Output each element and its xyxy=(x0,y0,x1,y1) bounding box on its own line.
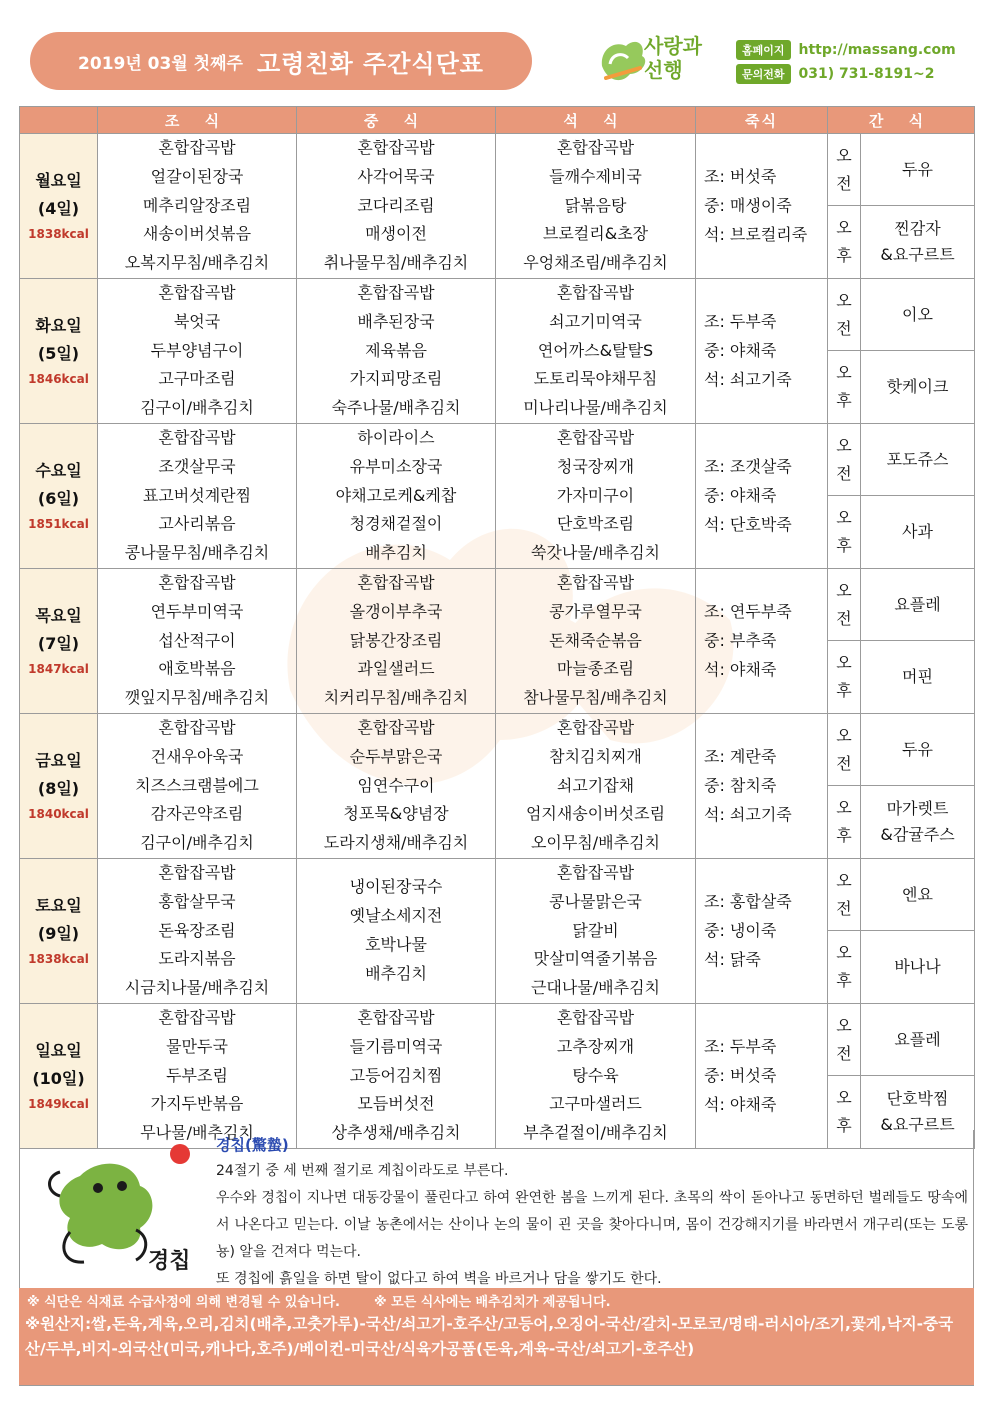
lunch-cell xyxy=(297,134,496,279)
breakfast-cell xyxy=(98,568,297,713)
snack-item: 바나나 xyxy=(894,957,941,977)
menu-item: 오이무침/배추김치 xyxy=(530,833,661,853)
menu-item: 쑥갓나물/배추김치 xyxy=(530,543,661,563)
menu-item: 도라지생채/배추김치 xyxy=(323,833,469,853)
menu-item: 돈채죽순볶음 xyxy=(549,630,642,650)
day-kcal: 1838kcal xyxy=(28,226,89,241)
table-row xyxy=(20,568,975,640)
title-banner xyxy=(30,32,532,90)
snack-pm-cell xyxy=(861,351,975,424)
menu-item: 단호박조림 xyxy=(556,514,635,534)
porridge-item: 중: 버섯죽 xyxy=(704,1066,777,1086)
breakfast-cell xyxy=(98,1003,297,1148)
menu-item: 참나물무침/배추김치 xyxy=(523,688,668,708)
menu-item: 혼합잡곡밥 xyxy=(158,572,236,592)
menu-item: 들기름미역국 xyxy=(349,1036,443,1056)
menu-item: 혼합잡곡밥 xyxy=(556,572,635,592)
porridge-cell xyxy=(696,858,828,1003)
snack-am-label: 오 전 xyxy=(828,278,861,350)
menu-item: 시금치나물/배추김치 xyxy=(124,978,270,998)
snack-am-cell xyxy=(861,423,975,495)
table-header-row xyxy=(20,107,975,134)
day-cell xyxy=(20,858,98,1003)
menu-item: 순두부맑은국 xyxy=(349,746,443,766)
menu-item: 닭볶음탕 xyxy=(564,195,627,215)
snack-item: 두유 xyxy=(902,159,933,179)
dinner-cell xyxy=(496,1003,696,1148)
header-breakfast: 조 식 xyxy=(98,107,297,134)
menu-item: 혼합잡곡밥 xyxy=(158,427,236,447)
menu-item: 오복지무침/배추김치 xyxy=(124,253,270,273)
day-name: 화요일 xyxy=(35,315,82,335)
porridge-cell xyxy=(696,568,828,713)
page-title: 고령친화 주간식단표 xyxy=(256,49,484,78)
menu-item: 근대나물/배추김치 xyxy=(530,978,661,998)
snack-pm-label: 오 후 xyxy=(828,351,861,424)
weekly-menu-table xyxy=(19,106,975,1149)
frog-illustration xyxy=(40,1136,210,1276)
porridge-item: 석: 쇠고기죽 xyxy=(704,370,792,390)
snack-item: 포도쥬스 xyxy=(886,449,949,469)
menu-item: 연두부미역국 xyxy=(150,601,244,621)
table-row xyxy=(20,134,975,206)
notice-kimchi: ※ 모든 식사에는 배추김치가 제공됩니다. xyxy=(373,1294,611,1310)
lunch-cell xyxy=(297,1003,496,1148)
header-day xyxy=(20,107,98,134)
menu-item: 물만두국 xyxy=(166,1036,228,1056)
menu-item: 옛날소세지전 xyxy=(349,906,443,926)
day-date: (4일) xyxy=(37,198,80,218)
porridge-item: 석: 야채죽 xyxy=(704,1095,777,1115)
menu-item: 혼합잡곡밥 xyxy=(158,717,236,737)
porridge-item: 중: 냉이죽 xyxy=(704,921,777,941)
menu-item: 북엇국 xyxy=(173,311,221,331)
day-cell xyxy=(20,1003,98,1148)
menu-item: 깻잎지무침/배추김치 xyxy=(124,688,270,708)
menu-item: 혼합잡곡밥 xyxy=(158,282,236,302)
menu-item: 배추김치 xyxy=(365,963,427,983)
note-title: 경칩(驚蟄) xyxy=(216,1136,289,1154)
title-date: 2019년 03월 첫째주 xyxy=(78,53,243,74)
menu-item: 혼합잡곡밥 xyxy=(556,138,635,157)
porridge-item: 석: 브로컬리죽 xyxy=(704,225,808,245)
menu-item: 참치김치찌개 xyxy=(549,746,642,766)
porridge-cell xyxy=(696,423,828,568)
menu-item: 콩나물맑은국 xyxy=(549,891,642,911)
table-row xyxy=(20,858,975,930)
menu-item: 건새우아욱국 xyxy=(150,746,244,766)
menu-item: 쇠고기미역국 xyxy=(549,311,642,331)
menu-item: 코다리조림 xyxy=(357,195,435,215)
menu-item: 혼합잡곡밥 xyxy=(357,1007,435,1027)
menu-item: 가지피망조림 xyxy=(349,369,443,389)
frog-caption: 경칩 xyxy=(148,1248,191,1274)
porridge-item: 중: 매생이죽 xyxy=(704,196,792,216)
menu-item: 홍합살무국 xyxy=(158,891,236,911)
lunch-cell xyxy=(297,858,496,1003)
snack-pm-label: 오 후 xyxy=(828,206,861,279)
menu-item: 메추리알장조림 xyxy=(142,195,252,215)
phone-number: 031) 731-8191~2 xyxy=(798,66,935,82)
porridge-item: 석: 단호박죽 xyxy=(704,515,792,535)
snack-am-label: 오 전 xyxy=(828,423,861,495)
menu-item: 브로컬리&초장 xyxy=(542,224,649,244)
day-kcal: 1847kcal xyxy=(28,661,89,676)
table-row xyxy=(20,713,975,785)
breakfast-cell xyxy=(98,278,297,423)
header-snack: 간 식 xyxy=(828,107,975,134)
menu-item: 냉이된장국수 xyxy=(349,877,443,897)
menu-item: 호박나물 xyxy=(365,934,427,954)
menu-item: 들깨수제비국 xyxy=(549,166,642,186)
note-body: 24절기 중 세 번째 절기로 계칩이라도로 부른다. 우수와 경칩이 지나면 대동강물이 풀린다고 하여 완연한 봄을 느끼게 된다. 초목의 싹이 돋아나고 동면하던 벌레들도 땅속에서 나온다고 믿는다. 이날 농촌에서는 산이나 논의 물이 괸 곳을 찾아다니며, 몸이 건강해지기를 바라면서 개구리(또는 도롱뇽) 알을 건져다 먹는다. 또 경칩에 흙일을 하면 탈이 없다고 하여 벽을 바르거나 담을 쌓기도 한다. xyxy=(216,1163,968,1287)
snack-item: 요플레 xyxy=(894,594,941,614)
day-cell xyxy=(20,134,98,279)
menu-item: 미나리나물/배추김치 xyxy=(523,398,668,418)
notice-change: ※ 식단은 식재료 수급사정에 의해 변경될 수 있습니다. xyxy=(27,1294,340,1310)
contact-info xyxy=(736,38,956,86)
porridge-cell xyxy=(696,278,828,423)
porridge-cell xyxy=(696,713,828,858)
breakfast-cell xyxy=(98,134,297,279)
menu-item: 취나물무침/배추김치 xyxy=(323,253,469,273)
day-name: 일요일 xyxy=(35,1040,82,1060)
day-cell xyxy=(20,568,98,713)
menu-item: 고구마샐러드 xyxy=(549,1094,642,1114)
menu-item: 콩가루열무국 xyxy=(549,601,642,621)
menu-item: 임연수구이 xyxy=(357,775,435,795)
menu-item: 유부미소장국 xyxy=(349,456,443,476)
table-row xyxy=(20,423,975,495)
day-date: (6일) xyxy=(37,488,80,508)
snack-am-label: 오 전 xyxy=(828,1003,861,1075)
breakfast-cell xyxy=(98,713,297,858)
header-lunch: 중 식 xyxy=(297,107,496,134)
snack-pm-label: 오 후 xyxy=(828,1076,861,1149)
snack-item: 엔요 xyxy=(902,884,933,904)
menu-item: 도토리묵야채무침 xyxy=(533,369,658,389)
menu-item: 혼합잡곡밥 xyxy=(357,572,435,592)
menu-item: 엄지새송이버섯조림 xyxy=(525,804,666,824)
snack-pm-cell xyxy=(861,496,975,569)
porridge-item: 중: 야채죽 xyxy=(704,341,777,361)
menu-item: 매생이전 xyxy=(365,224,427,244)
day-date: (9일) xyxy=(37,923,80,943)
notice-bar xyxy=(19,1288,974,1312)
day-cell xyxy=(20,278,98,423)
menu-item: 가자미구이 xyxy=(556,485,635,505)
porridge-item: 조: 계란죽 xyxy=(704,747,777,767)
brand-name: 사랑과 선행 xyxy=(644,34,702,82)
breakfast-cell xyxy=(98,858,297,1003)
menu-item: 마늘종조림 xyxy=(556,659,635,679)
snack-am-cell xyxy=(861,278,975,350)
day-name: 목요일 xyxy=(35,605,82,625)
menu-item: 무나물/배추김치 xyxy=(140,1123,254,1143)
porridge-item: 중: 참치죽 xyxy=(704,776,777,796)
snack-pm-label: 오 후 xyxy=(828,786,861,859)
day-kcal: 1851kcal xyxy=(28,516,89,531)
menu-item: 고사리볶음 xyxy=(158,514,236,534)
porridge-item: 조: 홍합살죽 xyxy=(704,892,792,912)
day-cell xyxy=(20,713,98,858)
menu-item: 치즈스크램블에그 xyxy=(135,775,259,795)
menu-item: 도라지볶음 xyxy=(158,949,236,969)
snack-pm-cell xyxy=(861,206,975,279)
porridge-cell xyxy=(696,134,828,279)
snack-pm-label: 오 후 xyxy=(828,641,861,714)
snack-item: 사과 xyxy=(902,522,933,542)
menu-item: 부추겉절이/배추김치 xyxy=(523,1123,668,1143)
snack-am-label: 오 전 xyxy=(828,858,861,930)
day-date: (8일) xyxy=(37,778,80,798)
snack-pm-cell xyxy=(861,641,975,714)
menu-item: 사각어묵국 xyxy=(357,166,435,186)
menu-item: 제육볶음 xyxy=(365,340,427,360)
header-dinner: 석 식 xyxy=(496,107,696,134)
breakfast-cell xyxy=(98,423,297,568)
menu-item: 혼합잡곡밥 xyxy=(556,862,635,882)
table-row xyxy=(20,1003,975,1075)
menu-item: 고등어김치찜 xyxy=(349,1065,443,1085)
phone-label: 문의전화 xyxy=(736,64,791,84)
porridge-cell xyxy=(696,1003,828,1148)
porridge-item: 조: 두부죽 xyxy=(704,312,777,332)
snack-am-cell xyxy=(861,134,975,206)
porridge-item: 중: 야채죽 xyxy=(704,486,777,506)
menu-item: 조갯살무국 xyxy=(158,456,236,476)
menu-item: 청경채겉절이 xyxy=(349,514,443,534)
snack-am-cell xyxy=(861,713,975,785)
menu-item: 표고버섯계란찜 xyxy=(142,485,252,505)
menu-item: 탕수육 xyxy=(572,1065,619,1085)
menu-item: 배추김치 xyxy=(365,543,427,563)
snack-am-cell xyxy=(861,858,975,930)
homepage-label: 홈페이지 xyxy=(736,40,791,60)
snack-pm-label: 오 후 xyxy=(828,496,861,569)
porridge-item: 석: 쇠고기죽 xyxy=(704,805,792,825)
menu-item: 혼합잡곡밥 xyxy=(357,138,435,157)
menu-item: 혼합잡곡밥 xyxy=(158,862,236,882)
lunch-cell xyxy=(297,278,496,423)
day-date: (5일) xyxy=(37,343,80,363)
snack-pm-cell xyxy=(861,931,975,1004)
porridge-item: 조: 조갯살죽 xyxy=(704,457,792,477)
day-kcal: 1849kcal xyxy=(28,1096,89,1111)
snack-item: 이오 xyxy=(902,304,933,324)
menu-item: 혼합잡곡밥 xyxy=(158,138,236,157)
menu-item: 새송이버섯볶음 xyxy=(142,224,252,244)
lunch-cell xyxy=(297,713,496,858)
menu-item: 두부조림 xyxy=(166,1065,228,1085)
menu-item: 우엉채조림/배추김치 xyxy=(523,253,668,273)
day-name: 금요일 xyxy=(35,750,82,770)
header-porridge: 죽식 xyxy=(696,107,828,134)
dinner-cell xyxy=(496,858,696,1003)
porridge-item: 조: 두부죽 xyxy=(704,1037,777,1057)
day-name: 월요일 xyxy=(35,170,82,190)
snack-pm-label: 오 후 xyxy=(828,931,861,1004)
menu-item: 청포묵&양념장 xyxy=(343,804,449,824)
dinner-cell xyxy=(496,134,696,279)
snack-am-label: 오 전 xyxy=(828,713,861,785)
menu-item: 혼합잡곡밥 xyxy=(556,1007,635,1027)
menu-item: 혼합잡곡밥 xyxy=(556,717,635,737)
snack-item: &요구르트 xyxy=(880,245,955,265)
menu-item: 과일샐러드 xyxy=(357,659,435,679)
menu-item: 올갱이부추국 xyxy=(349,601,443,621)
lunch-cell xyxy=(297,568,496,713)
porridge-item: 조: 버섯죽 xyxy=(704,167,777,187)
snack-item: 마가렛트 xyxy=(886,799,949,819)
table-row xyxy=(20,278,975,350)
snack-am-cell xyxy=(861,1003,975,1075)
menu-item: 혼합잡곡밥 xyxy=(556,282,635,302)
menu-item: 쇠고기잡채 xyxy=(556,775,635,795)
menu-item: 김구이/배추김치 xyxy=(140,833,254,853)
day-kcal: 1846kcal xyxy=(28,371,89,386)
menu-item: 혼합잡곡밥 xyxy=(357,282,435,302)
snack-item: 핫케이크 xyxy=(886,377,949,397)
snack-item: &요구르트 xyxy=(880,1115,955,1135)
menu-item: 혼합잡곡밥 xyxy=(357,717,435,737)
menu-item: 상추생채/배추김치 xyxy=(331,1123,461,1143)
snack-item: 찐감자 xyxy=(894,219,941,239)
day-name: 수요일 xyxy=(35,460,82,480)
day-name: 토요일 xyxy=(35,895,82,915)
snack-am-label: 오 전 xyxy=(828,134,861,206)
menu-item: 가지두반볶음 xyxy=(150,1094,244,1114)
menu-item: 고구마조림 xyxy=(158,369,236,389)
menu-item: 닭봉간장조림 xyxy=(349,630,443,650)
seasonal-note xyxy=(19,1130,974,1288)
homepage-link[interactable]: http://massang.com xyxy=(798,42,956,58)
menu-item: 얼갈이된장국 xyxy=(150,166,244,186)
dinner-cell xyxy=(496,713,696,858)
day-kcal: 1838kcal xyxy=(28,951,89,966)
snack-pm-cell xyxy=(861,786,975,859)
menu-item: 섭산적구이 xyxy=(158,630,236,650)
porridge-item: 조: 연두부죽 xyxy=(704,602,792,622)
snack-item: &감귤주스 xyxy=(880,825,955,845)
menu-item: 애호박볶음 xyxy=(158,659,236,679)
menu-item: 두부양념구이 xyxy=(150,340,244,360)
menu-item: 맛살미역줄기볶음 xyxy=(533,949,658,969)
day-cell xyxy=(20,423,98,568)
menu-item: 김구이/배추김치 xyxy=(140,398,254,418)
day-date: (10일) xyxy=(32,1068,85,1088)
menu-item: 치커리무침/배추김치 xyxy=(323,688,469,708)
snack-am-label: 오 전 xyxy=(828,568,861,640)
menu-item: 청국장찌개 xyxy=(556,456,635,476)
porridge-item: 중: 부추죽 xyxy=(704,631,777,651)
dinner-cell xyxy=(496,278,696,423)
snack-item: 단호박찜 xyxy=(886,1089,949,1109)
menu-item: 혼합잡곡밥 xyxy=(158,1007,236,1027)
porridge-item: 석: 야채죽 xyxy=(704,660,777,680)
dinner-cell xyxy=(496,568,696,713)
menu-item: 연어까스&탈탈S xyxy=(537,340,654,360)
day-date: (7일) xyxy=(37,633,80,653)
menu-item: 돈육장조림 xyxy=(158,920,236,940)
snack-item: 머핀 xyxy=(902,667,933,687)
menu-item: 숙주나물/배추김치 xyxy=(331,398,461,418)
menu-item: 야채고로케&케찹 xyxy=(335,485,457,505)
menu-item: 닭갈비 xyxy=(572,920,619,940)
menu-item: 혼합잡곡밥 xyxy=(556,427,635,447)
menu-item: 배추된장국 xyxy=(357,311,435,331)
day-kcal: 1840kcal xyxy=(28,806,89,821)
porridge-item: 석: 닭죽 xyxy=(704,950,761,970)
menu-item: 고추장찌개 xyxy=(556,1036,635,1056)
menu-item: 모듬버섯전 xyxy=(357,1094,435,1114)
lunch-cell xyxy=(297,423,496,568)
menu-item: 콩나물무침/배추김치 xyxy=(124,543,270,563)
dinner-cell xyxy=(496,423,696,568)
snack-item: 두유 xyxy=(902,739,933,759)
origin-info: ※원산지:쌀,돈육,계육,오리,김치(배추,고춧가루)-국산/쇠고기-호주산/고등어,오징어-국산/갈치-모로코/명태-러시아/조기,꽃게,낙지-중국산/두부,비지-외국산(미국,캐나다,호주)/베이컨-미국산/식육가공품(돈육,계육-국산/쇠고기-호주산) xyxy=(19,1312,974,1386)
menu-item: 감자곤약조림 xyxy=(150,804,244,824)
menu-item: 하이라이스 xyxy=(357,427,435,447)
snack-item: 요플레 xyxy=(894,1029,941,1049)
snack-am-cell xyxy=(861,568,975,640)
